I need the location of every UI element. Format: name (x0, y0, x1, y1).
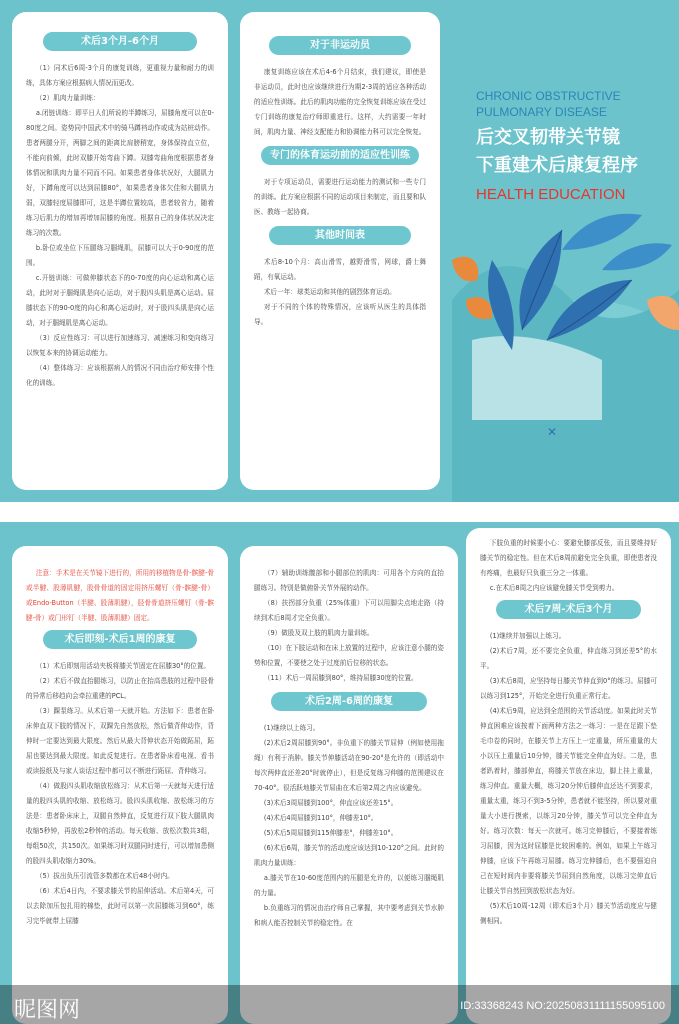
cover-english-title-line2: PULMONARY DISEASE (476, 105, 607, 119)
paragraph-list (26, 61, 214, 391)
paragraph-list (480, 629, 657, 929)
leaf-illustration (452, 0, 679, 502)
paragraph: (1)继续并加强以上练习。 (489, 632, 566, 640)
paragraph-list (254, 255, 426, 330)
paragraph: 下肢负重的时候要小心：要避免膝部反张，而且要维持好膝关节的稳定性。但在术后8周前避免完全负重，即使患者没有疼痛，也最好只负重三分之一体重。 (480, 539, 657, 577)
paragraph-list (254, 566, 444, 686)
cover-title-line1: 后交叉韧带关节镜 (476, 127, 620, 148)
paragraph: （7）辅助训练髋部和小腿部位的肌肉：可用各个方向的直抬腿练习。特别是做俯卧关节外展的动作。 (254, 569, 444, 592)
paragraph: (5)术后10周-12周（即术后3个月）膝关节活动度应与健侧相同。 (480, 902, 657, 925)
paragraph: （5）拔出负压引流管多数都在术后48小时内。 (35, 872, 174, 880)
paragraph: (4)术后4周屈膝到110°，伸膝差10°。 (263, 814, 378, 822)
paragraph-list (254, 65, 426, 140)
panel-non-athlete (240, 12, 440, 490)
brochure-inside (0, 522, 679, 1024)
section-heading: 专门的体育运动前的适应性训练 (261, 146, 419, 165)
paragraph: （8）扶拐部分负重（25%体重）下可以用脚尖点地走路（持续到术后8周才完全负重）。 (254, 599, 444, 622)
section-heading: 术后3个月-6个月 (43, 32, 197, 51)
paragraph: 术后一年：球类运动和其他的剧烈体育运动。 (263, 288, 396, 296)
section-heading: 术后即刻-术后1周的康复 (43, 630, 197, 649)
paragraph: （1）术后即刻用活动夹板将膝关节固定在屈膝30°的位置。 (35, 662, 211, 670)
svg-text:✕: ✕ (547, 425, 558, 439)
panel-3-6-months (12, 12, 228, 490)
section-heading: 对于非运动员 (269, 36, 410, 55)
paragraph: c.开链训练：可做伸膝状态下的0-70度的向心运动和离心运动，此时对于腘绳肌是向心运动，对于股四头肌是离心运动。屈膝状态下的90-0度的向心和离心运动时，对于股四头肌是向心运动，对于腘绳肌是离心运动。 (26, 274, 214, 327)
paragraph-list (254, 721, 444, 931)
paragraph: a.膝关节在10-60度范围内的压腿是允许的，以便练习腘绳肌的力量。 (254, 874, 444, 897)
paragraph: （4）做股四头肌收缩放松练习：从术后第一天就每天进行适量的股四头肌的收缩、放松练习。股四头肌收缩、放松练习的方法是：患者卧床床上，双腿自然伸直，反复进行双下肢大腿肌肉收缩5秒钟，再放松2秒钟的活动。每天收缩、放松次数共3组，每组50次，共150次。如果练习时双腿同时进行，可以增加患侧的股四头肌收缩力30%。 (26, 782, 214, 865)
paragraph: b.负重练习的情况由治疗师自己掌握，其中要考虑到关节水肿和病人能否控制关节的稳定性。在 (254, 904, 444, 927)
paragraph: c.在术后8周之内应该避免膝关节受到剪力。 (489, 584, 619, 592)
paragraph: （4）整体练习：应该根据病人的情况不同由治疗师安排个性化的训练。 (26, 364, 214, 387)
paragraph: （2）肌肉力量训练： (35, 94, 100, 102)
paragraph: (3)术后3周屈膝到100°，伸直应该还差15°。 (263, 799, 398, 807)
brochure-outside (0, 0, 679, 502)
watermark-logo: 昵图网 (14, 997, 81, 1022)
paragraph: （3）踝泵练习。从术后第一天就开始。方法如下：患者在卧床伸直双下肢的情况下，双踝先自然放松，然后做背伸动作，背伸时一定要达到最大限度。然后从最大背伸状态开始做跖屈，跖屈也要达到最大限度。如此反复进行。在患者卧床看电视、看书或读报纸及与家人谈话过程中都可以不断进行跖屈、背伸练习。 (26, 707, 214, 775)
paragraph: (4)术后9周，应达到全范围的关节活动度。如果此时关节伸直困难应该按着下面两种方法之一练习：一是在足跟下垫毛巾卷的同时，在膝关节上方压上一定重量，所压重量的大小以压上重量后10分钟，膝关节能完全伸直为好。二是，患者趴着时，膝部伸直，将膝关节放在床边，脚上挂上重量，练习伸直。重量大概，练习20分钟后膝伸直还达不到要求，重量太重，练习不到3-5分钟，患者就不能坚持，所以要对重量大小进行摸索，以练习20分钟，膝关节可以完全伸直为好。练习次数：每天一次就可。练习完伸膝后，不要接着练习屈膝，因为这时屈膝是比较困难的。例如，如果上午练习伸膝，应该下午再练习屈膝。练习完伸膝后，也不要强迫自己在短时间内非要将膝关节屈到自然角度，以练习完伸直后让膝关节自然回到放松状态为好。 (480, 707, 657, 895)
paragraph: (5)术后5周屈膝到115伸膝差°，伸膝差10°。 (263, 829, 398, 837)
paragraph: （9）做股及双上肢的肌肉力量训练。 (263, 629, 374, 637)
paragraph: （3）反应性练习：可以进行加速练习、减速练习和变向练习以恢复本来的协调运动能力。 (26, 334, 214, 357)
panel-2-6-weeks (240, 546, 458, 1024)
paragraph-list (26, 659, 214, 929)
watermark-id: ID:33368243 NO:20250831111155095100 (460, 1000, 665, 1012)
cover-english-title-line1: CHRONIC OBSTRUCTIVE (476, 89, 621, 103)
paragraph: （10）在下肢运动和在床上放置的过程中，应该注意小腿的姿势和位置，不要使之处于过度前后位移的状态。 (254, 644, 444, 667)
paragraph: 康复训练应该在术后4-6个月结束，我们建议，即使是非运动员，此时也应该继续进行为期2-3周的适应各种活动的适应性训练。此后的肌肉功能的完全恢复训练应该在受过专门训练的康复治疗师即重进行。这样，大约需要一年时间，肌肉力量、神经支配能力和协调能力科可以完全恢复。 (254, 68, 426, 136)
paragraph: (1)继续以上练习。 (263, 724, 320, 732)
paragraph: (2)术后7周，还不要完全负重，伸直练习到还差5°的水平。 (480, 647, 657, 670)
paragraph: 对于不同的个体的特殊情况，应该听从医生的具体指导。 (254, 303, 426, 326)
paragraph: （6）术后4日内，不要求膝关节的屈伸活动。术后第4天，可以去除加压包扎用的棉垫，此时可以第一次屈膝练习到60°，练习完毕就带上屈膝 (26, 887, 214, 925)
cover-panel (452, 0, 679, 502)
paragraph: (2)术后2周屈膝到90°。非负重下的膝关节屈伸（例如使用拖绳）有利于消肿。膝关节伸膝活动在90-20°是允许的（即活动中每次两伸直还差20°时就停止），但是反复练习伸膝的范围建议在70-40°。很活跃地膝关节屈曲在术后第2周之内应该避免。 (254, 739, 444, 792)
paragraph: （2）术后不做直抬腿练习，以防止在抬高患肢的过程中胫骨的异常后移趋向会牵拉重建的PCL。 (26, 677, 214, 700)
section-heading: 术后7周-术后3个月 (496, 600, 641, 619)
paragraph: 对于专项运动员，需要进行运动能力的测试和一些专门的训练。此方案应根据不同的运动项目来制定，而且要和队医、教练一起协商。 (254, 178, 426, 216)
surgery-note: 注意：手术是在关节镜下进行的，所用的移植物是骨-髌腱-骨或半腱、股薄肌腱，股骨骨道的固定用挤压螺钉（骨-髌腱-骨）或Endo-Button（半腱、股薄肌腱），胫骨骨道挤压螺钉（骨-髌腱-骨）或门形钉（半腱、股薄肌腱）固定。 (26, 569, 214, 622)
paragraph: （1）同术后6周-3个月的康复训练，更重视力量和耐力的训练，具体方案应根据病人情况而更改。 (26, 64, 214, 87)
panel-7-weeks-3-months (466, 528, 671, 1024)
cover-health-education: HEALTH EDUCATION (476, 186, 626, 203)
section-heading: 其他时间表 (269, 226, 410, 245)
section-heading: 术后2周-6周的康复 (271, 692, 427, 711)
paragraph-list (480, 536, 657, 596)
paragraph: （11）术后一周屈膝到80°，维持屈膝30度的位置。 (263, 674, 418, 682)
paragraph: 术后8-10个月：高山滑雪，越野滑雪，网球，爵士舞蹈，有氧运动。 (254, 258, 426, 281)
sheet-gap (0, 502, 679, 522)
paragraph: (6)术后6周，膝关节的活动度应该达到10-120°之间。此时的肌肉力量训练： (254, 844, 444, 867)
paragraph: b.卧位或坐位下压腿练习腘绳肌，屈膝可以大于0-90度的范围。 (26, 244, 214, 267)
panel-immediate-1-week (12, 546, 228, 1024)
cover-title-line2: 下重建术后康复程序 (476, 155, 638, 176)
paragraph: a.闭链训练：即平日人们所说的半蹲练习，屈膝角度可以在0-80度之间。姿势同中国武术中的骑马蹲裆动作或成为站桩动作。患者两腿分开，两脚之间的距离比肩膀稍宽，身体保持直立位，不能向前倾，此时双膝开始弯曲下蹲。双膝弯曲角度根据患者身体情况和肌肉力量不同而不同。如果患者身体状况好，大腿肌力好，下蹲角度可以达到屈膝80°，如果患者身体欠佳和大腿肌力弱，双膝轻度屈膝即可，这是半蹲位置较高，患者较省力，随着练习后肌力的增加再增加屈膝的角度。根据自己的身体状况决定练习的次数。 (26, 109, 214, 237)
paragraph: (3)术后8周，应坚持每日膝关节伸直到0°的练习。屈膝可以练习到125°，开始完全进行负重正常行走。 (480, 677, 657, 700)
paragraph-list (254, 175, 426, 220)
